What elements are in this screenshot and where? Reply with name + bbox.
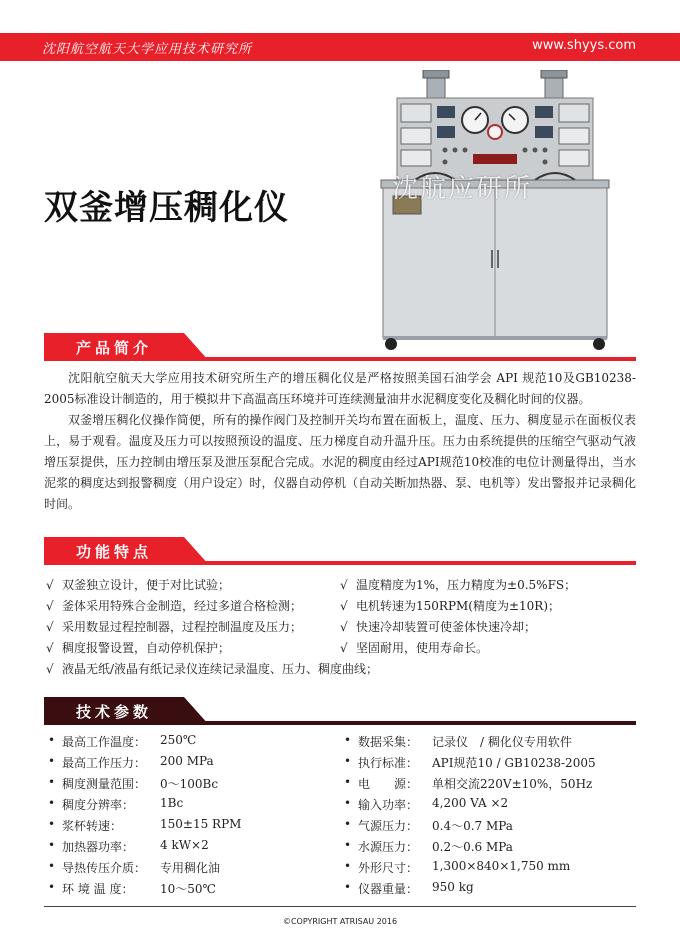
bullet-icon: • <box>48 796 56 810</box>
bullet-icon: • <box>48 817 56 831</box>
section-header-rule <box>194 357 636 361</box>
feature-text: 液晶无纸/液晶有纸记录仪连续记录温度、压力、稠度曲线； <box>62 662 379 676</box>
section-title-features: 功能特点 <box>76 543 153 561</box>
section-title-specs: 技术参数 <box>76 703 153 721</box>
spec-value: 专用稠化油 <box>160 861 221 875</box>
spec-value: API规范10 / GB10238-2005 <box>432 756 596 770</box>
spec-value: 0.2～0.6 MPa <box>432 840 513 854</box>
check-icon: √ <box>340 620 348 634</box>
section-header-rule <box>194 561 636 565</box>
feature-item <box>340 618 536 635</box>
footer-divider <box>44 906 636 907</box>
spec-label: 气源压力： <box>358 819 419 833</box>
feature-item <box>340 597 560 614</box>
spec-label: 外形尺寸： <box>358 861 419 875</box>
spec-label: 环 境 温 度： <box>62 882 134 896</box>
feature-text: 快速冷却装置可使釜体快速冷却； <box>356 620 537 634</box>
spec-label: 仪器重量： <box>358 882 419 896</box>
spec-label: 电 源： <box>358 777 419 791</box>
spec-label: 最高工作压力： <box>62 756 147 770</box>
section-header-specs <box>44 697 636 725</box>
bullet-icon: • <box>344 817 352 831</box>
spec-label: 执行标准： <box>358 756 419 770</box>
check-icon: √ <box>340 641 348 655</box>
spec-value: 10～50℃ <box>160 882 216 896</box>
feature-text: 电机转速为150RPM(精度为±10R)； <box>356 599 561 613</box>
spec-value: 0～100Bc <box>160 777 219 791</box>
check-icon: √ <box>46 620 54 634</box>
check-icon: √ <box>340 599 348 613</box>
feature-item <box>340 639 488 656</box>
check-icon: √ <box>46 578 54 592</box>
feature-text: 温度精度为1%，压力精度为±0.5%FS； <box>356 578 577 592</box>
spec-label: 加热器功率： <box>62 840 135 854</box>
spec-value: 单相交流220V±10%，50Hz <box>432 777 593 791</box>
bullet-icon: • <box>344 838 352 852</box>
website-link[interactable]: www.shyys.com <box>532 38 636 53</box>
bullet-icon: • <box>48 775 56 789</box>
header-bar <box>0 33 680 61</box>
feature-item <box>46 576 230 593</box>
intro-paragraph-2: 双釜增压稠化仪操作简便，所有的操作阀门及控制开关均布置在面板上，温度、压力、稠度显示在面板仪表上，易于观看。温度及压力可以按照预设的温度、压力梯度自动升温升压。压力由系统提供的压缩空气驱动气液增压泵提供，压力控制由增压泵及泄压泵配合完成。水泥的稠度由经过API规范10校准的电位计测量得出，当水泥浆的稠度达到报警稠度（用户设定）时，仪器自动停机（自动关断加热器、泵、电机等）发出警报并记录稠化时间。 <box>44 413 636 511</box>
check-icon: √ <box>46 662 54 676</box>
feature-text: 坚固耐用，使用寿命长。 <box>356 641 489 655</box>
bullet-icon: • <box>344 796 352 810</box>
org-name: 沈阳航空航天大学应用技术研究所 <box>42 42 253 57</box>
bullet-icon: • <box>344 880 352 894</box>
bullet-icon: • <box>48 838 56 852</box>
bullet-icon: • <box>48 880 56 894</box>
bullet-icon: • <box>344 733 352 747</box>
spec-value: 200 MPa <box>160 754 214 768</box>
feature-text: 采用数显过程控制器，过程控制温度及压力； <box>62 620 303 634</box>
spec-value: 950 kg <box>432 880 474 894</box>
spec-value: 0.4～0.7 MPa <box>432 819 513 833</box>
feature-item <box>46 618 302 635</box>
bullet-icon: • <box>48 859 56 873</box>
spec-label: 最高工作温度： <box>62 735 147 749</box>
bullet-icon: • <box>48 733 56 747</box>
feature-item <box>340 576 576 593</box>
bullet-icon: • <box>344 754 352 768</box>
spec-label: 稠度分辨率： <box>62 798 135 812</box>
spec-label: 稠度测量范围： <box>62 777 147 791</box>
check-icon: √ <box>46 599 54 613</box>
section-header-rule <box>194 721 636 725</box>
spec-value: 250℃ <box>160 733 197 747</box>
spec-value: 4,200 VA ×2 <box>432 796 509 810</box>
spec-value: 4 kW×2 <box>160 838 209 852</box>
check-icon: √ <box>340 578 348 592</box>
section-header-features <box>44 537 636 565</box>
spec-label: 水源压力： <box>358 840 419 854</box>
spec-label: 数据采集： <box>358 735 419 749</box>
section-header-intro <box>44 333 636 361</box>
spec-value: 1Bc <box>160 796 184 810</box>
check-icon: √ <box>46 641 54 655</box>
intro-paragraph-1: 沈阳航空航天大学应用技术研究所生产的增压稠化仪是严格按照美国石油学会 API 规范10及GB10238-2005标准设计制造的，用于模拟井下高温高压环境并可连续测量油井水泥稠度变化及稠化时间的仪器。 <box>44 371 636 406</box>
product-image <box>375 70 615 352</box>
spec-label: 输入功率： <box>358 798 419 812</box>
spec-value: 150±15 RPM <box>160 817 242 831</box>
feature-text: 双釜独立设计，便于对比试验； <box>62 578 231 592</box>
bullet-icon: • <box>344 775 352 789</box>
section-title-intro: 产品简介 <box>76 339 153 357</box>
spec-value: 1,300×840×1,750 mm <box>432 859 571 873</box>
feature-text: 釜体采用特殊合金制造，经过多道合格检测； <box>62 599 303 613</box>
feature-item <box>46 660 378 677</box>
spec-value: 记录仪 / 稠化仪专用软件 <box>432 735 572 749</box>
copyright-notice: ©COPYRIGHT ATRISAU 2016 <box>282 917 398 926</box>
spec-label: 导热传压介质： <box>62 861 147 875</box>
feature-text: 稠度报警设置，自动停机保护； <box>62 641 231 655</box>
feature-item <box>46 597 302 614</box>
bullet-icon: • <box>48 754 56 768</box>
feature-item <box>46 639 230 656</box>
spec-label: 浆杯转速： <box>62 819 123 833</box>
page-title: 双釜增压稠化仪 <box>44 188 289 228</box>
bullet-icon: • <box>344 859 352 873</box>
image-watermark: 沈航应研所 <box>392 174 533 204</box>
